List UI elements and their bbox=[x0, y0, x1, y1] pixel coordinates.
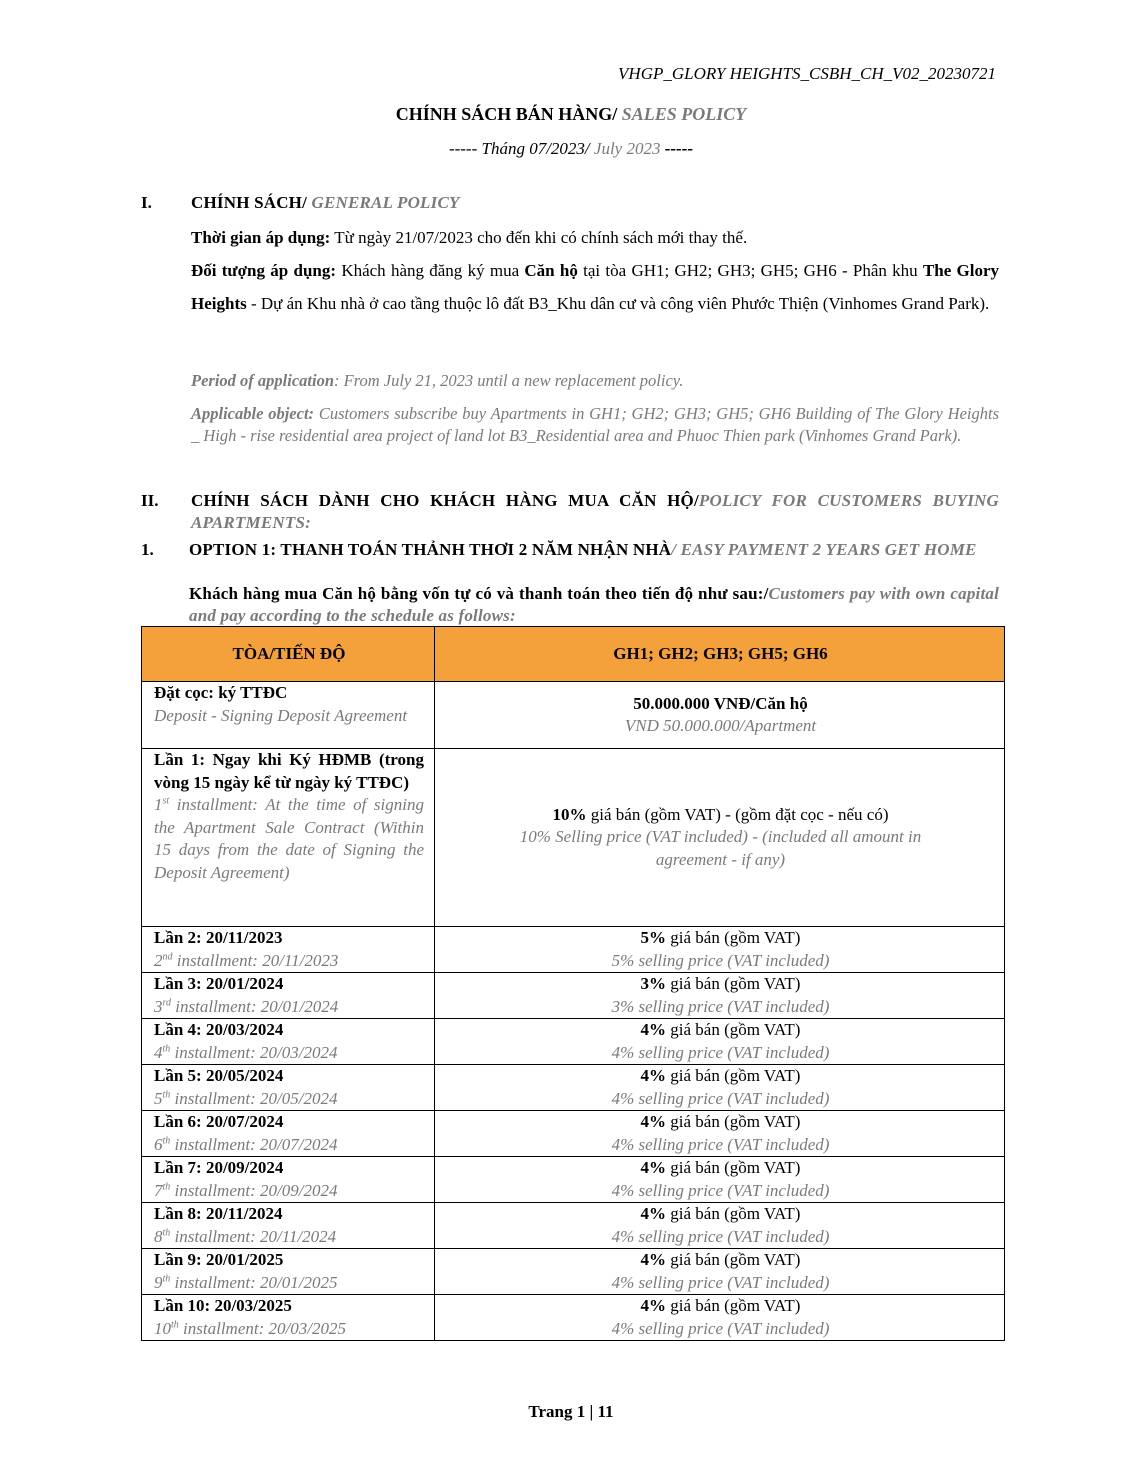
table-row-deposit bbox=[142, 682, 1005, 749]
section-2-heading bbox=[141, 490, 999, 534]
object-en-paragraph bbox=[191, 403, 999, 447]
installment-value-en: 4% selling price (VAT included) bbox=[611, 1272, 830, 1292]
installment-value-en: 4% selling price (VAT included) bbox=[611, 1088, 830, 1108]
installment-label-en: 10th installment: 20/03/2025 bbox=[154, 1318, 346, 1338]
table-row bbox=[142, 1157, 1005, 1203]
installment-1-value-cell bbox=[435, 749, 1005, 927]
installment-label-vn: Lần 2: 20/11/2023 bbox=[154, 928, 283, 947]
installment-label-cell bbox=[142, 1295, 435, 1341]
option-1-heading bbox=[141, 539, 999, 561]
installment-label-en: 5th installment: 20/05/2024 bbox=[154, 1088, 338, 1108]
installment-value-vn: 4% giá bán (gồm VAT) bbox=[640, 1204, 801, 1223]
table-row bbox=[142, 1249, 1005, 1295]
installment-label-vn: Lần 4: 20/03/2024 bbox=[154, 1020, 284, 1039]
installment-value-vn: 3% giá bán (gồm VAT) bbox=[640, 974, 801, 993]
deposit-label-cell bbox=[142, 682, 435, 749]
installment-label-en: 4th installment: 20/03/2024 bbox=[154, 1042, 338, 1062]
option-1-title-en: / EASY PAYMENT 2 YEARS GET HOME bbox=[671, 540, 977, 559]
table-row bbox=[142, 1019, 1005, 1065]
table-row bbox=[142, 1203, 1005, 1249]
installment-label-en: 7th installment: 20/09/2024 bbox=[154, 1180, 338, 1200]
installment-value-vn: 4% giá bán (gồm VAT) bbox=[640, 1250, 801, 1269]
object-text-3: - Dự án Khu nhà ở cao tầng thuộc lô đất B3_Khu dân cư và công viên Phước Thiện (Vinhomes Grand Park). bbox=[250, 294, 990, 313]
subtitle-right: ----- bbox=[664, 139, 694, 158]
installment-label-en: 6th installment: 20/07/2024 bbox=[154, 1134, 338, 1154]
object-label: Đối tượng áp dụng: bbox=[191, 261, 337, 280]
installment-value-en: 5% selling price (VAT included) bbox=[611, 950, 830, 970]
installment-label-cell bbox=[142, 1203, 435, 1249]
installment-1-label-en: 1st installment: At the time of signing the Apartment Sale Contract (Within 15 days from the date of Signing the Deposit Agreement) bbox=[154, 795, 424, 882]
installment-value-vn: 4% giá bán (gồm VAT) bbox=[640, 1020, 801, 1039]
object-bold-project: The Glory Heights bbox=[191, 261, 1000, 313]
installment-value-en: 4% selling price (VAT included) bbox=[611, 1180, 830, 1200]
installment-value-vn: 4% giá bán (gồm VAT) bbox=[640, 1066, 801, 1085]
installment-value-vn: 4% giá bán (gồm VAT) bbox=[640, 1158, 801, 1177]
table-row-installment-1 bbox=[142, 749, 1005, 927]
page-subtitle bbox=[0, 139, 1142, 159]
table-row bbox=[142, 1295, 1005, 1341]
period-en-label: Period of application bbox=[191, 371, 334, 390]
installment-value-vn: 5% giá bán (gồm VAT) bbox=[640, 928, 801, 947]
installment-label-cell bbox=[142, 1249, 435, 1295]
installment-value-vn: 4% giá bán (gồm VAT) bbox=[640, 1296, 801, 1315]
installment-1-value-en: 10% Selling price (VAT included) - (included all amount in agreement - if any) bbox=[519, 827, 922, 869]
object-bold-apartment: Căn hộ bbox=[524, 261, 578, 280]
section-2-title-vn: CHÍNH SÁCH DÀNH CHO KHÁCH HÀNG MUA CĂN HỘ/ bbox=[191, 491, 699, 510]
installment-label-cell bbox=[142, 927, 435, 973]
installment-value-cell bbox=[435, 1249, 1005, 1295]
section-1-heading bbox=[141, 193, 999, 213]
installment-label-vn: Lần 6: 20/07/2024 bbox=[154, 1112, 284, 1131]
installment-label-cell bbox=[142, 1019, 435, 1065]
option-1-description bbox=[141, 583, 999, 627]
title-vn: CHÍNH SÁCH BÁN HÀNG/ bbox=[395, 104, 618, 124]
table-row bbox=[142, 973, 1005, 1019]
option-1-desc-en: Customers pay with own capital and pay according to the schedule as follows: bbox=[189, 584, 999, 625]
option-1-number: 1. bbox=[141, 540, 154, 559]
installment-value-cell bbox=[435, 1295, 1005, 1341]
subtitle-en: July 2023 bbox=[593, 139, 661, 158]
period-label: Thời gian áp dụng: bbox=[191, 228, 331, 247]
installment-1-label-vn: Lần 1: Ngay khi Ký HĐMB (trong vòng 15 ngày kể từ ngày ký TTĐC) bbox=[154, 750, 424, 792]
table-header-row bbox=[142, 627, 1005, 682]
section-1-number: I. bbox=[141, 193, 152, 212]
section-1-title-en: GENERAL POLICY bbox=[311, 193, 460, 212]
installment-label-cell bbox=[142, 1065, 435, 1111]
installment-value-cell bbox=[435, 1157, 1005, 1203]
installment-value-cell bbox=[435, 927, 1005, 973]
section-2-number: II. bbox=[141, 491, 159, 510]
installment-value-cell bbox=[435, 1065, 1005, 1111]
installment-value-vn: 4% giá bán (gồm VAT) bbox=[640, 1112, 801, 1131]
installment-label-vn: Lần 9: 20/01/2025 bbox=[154, 1250, 284, 1269]
deposit-value-vn: 50.000.000 VNĐ/Căn hộ bbox=[633, 693, 808, 713]
table-row bbox=[142, 1111, 1005, 1157]
general-policy-text bbox=[191, 221, 999, 320]
installment-rows bbox=[142, 927, 1005, 1341]
deposit-label-en: Deposit - Signing Deposit Agreement bbox=[154, 705, 408, 725]
installment-value-cell bbox=[435, 1019, 1005, 1065]
installment-value-en: 3% selling price (VAT included) bbox=[611, 996, 830, 1016]
installment-value-en: 4% selling price (VAT included) bbox=[611, 1042, 830, 1062]
deposit-value-en: VND 50.000.000/Apartment bbox=[624, 716, 817, 735]
installment-label-vn: Lần 3: 20/01/2024 bbox=[154, 974, 284, 993]
title-en: SALES POLICY bbox=[621, 104, 747, 124]
page-number: Trang 1 | 11 bbox=[528, 1402, 614, 1421]
installment-label-en: 9th installment: 20/01/2025 bbox=[154, 1272, 338, 1292]
header-buildings: GH1; GH2; GH3; GH5; GH6 bbox=[435, 627, 1005, 682]
deposit-value-cell bbox=[435, 682, 1005, 749]
object-text-2: tại tòa GH1; GH2; GH3; GH5; GH6 - Phân khu bbox=[583, 261, 918, 280]
header-building-schedule: TÒA/TIẾN ĐỘ bbox=[142, 627, 435, 682]
object-en-text: Customers subscribe buy Apartments in GH1; GH2; GH3; GH5; GH6 Building of The Glory Heights _ High - rise residential area project of land lot B3_Residential area and Phuoc Thien park (Vinhomes Grand Park). bbox=[191, 404, 1000, 445]
installment-1-value-vn: 10% giá bán (gồm VAT) - (gồm đặt cọc - nếu có) bbox=[552, 804, 889, 824]
table-row bbox=[142, 1065, 1005, 1111]
installment-1-label-cell bbox=[142, 749, 435, 927]
installment-label-vn: Lần 8: 20/11/2024 bbox=[154, 1204, 283, 1223]
installment-value-en: 4% selling price (VAT included) bbox=[611, 1318, 830, 1338]
installment-label-cell bbox=[142, 1111, 435, 1157]
page-title bbox=[0, 104, 1142, 125]
installment-label-cell bbox=[142, 1157, 435, 1203]
document-code: VHGP_GLORY HEIGHTS_CSBH_CH_V02_20230721 bbox=[618, 64, 996, 83]
object-en-label: Applicable object: bbox=[191, 404, 315, 423]
section-1-title-vn: CHÍNH SÁCH/ bbox=[191, 193, 308, 212]
installment-value-cell bbox=[435, 973, 1005, 1019]
installment-value-en: 4% selling price (VAT included) bbox=[611, 1226, 830, 1246]
option-1-desc-vn: Khách hàng mua Căn hộ bằng vốn tự có và thanh toán theo tiến độ như sau:/ bbox=[189, 584, 769, 603]
installment-label-en: 3rd installment: 20/01/2024 bbox=[154, 996, 339, 1016]
installment-label-en: 2nd installment: 20/11/2023 bbox=[154, 950, 339, 970]
option-1-title-vn: OPTION 1: THANH TOÁN THẢNH THƠI 2 NĂM NHẬN NHÀ bbox=[189, 540, 672, 559]
installment-label-vn: Lần 7: 20/09/2024 bbox=[154, 1158, 284, 1177]
installment-label-vn: Lần 5: 20/05/2024 bbox=[154, 1066, 284, 1085]
installment-label-vn: Lần 10: 20/03/2025 bbox=[154, 1296, 292, 1315]
deposit-label-vn: Đặt cọc: ký TTĐC bbox=[154, 683, 288, 702]
installment-value-cell bbox=[435, 1203, 1005, 1249]
table-row bbox=[142, 927, 1005, 973]
installment-value-cell bbox=[435, 1111, 1005, 1157]
section-2-title-en: POLICY FOR CUSTOMERS BUYING APARTMENTS: bbox=[191, 491, 999, 532]
subtitle-left: ----- Tháng 07/2023/ bbox=[448, 139, 590, 158]
payment-schedule-table bbox=[141, 626, 1005, 1341]
period-en-paragraph bbox=[191, 370, 999, 392]
period-text: Từ ngày 21/07/2023 cho đến khi có chính sách mới thay thế. bbox=[334, 228, 748, 247]
installment-label-en: 8th installment: 20/11/2024 bbox=[154, 1226, 337, 1246]
installment-label-cell bbox=[142, 973, 435, 1019]
object-text-1: Khách hàng đăng ký mua bbox=[341, 261, 520, 280]
period-en-text: : From July 21, 2023 until a new replacement policy. bbox=[334, 371, 684, 390]
installment-value-en: 4% selling price (VAT included) bbox=[611, 1134, 830, 1154]
